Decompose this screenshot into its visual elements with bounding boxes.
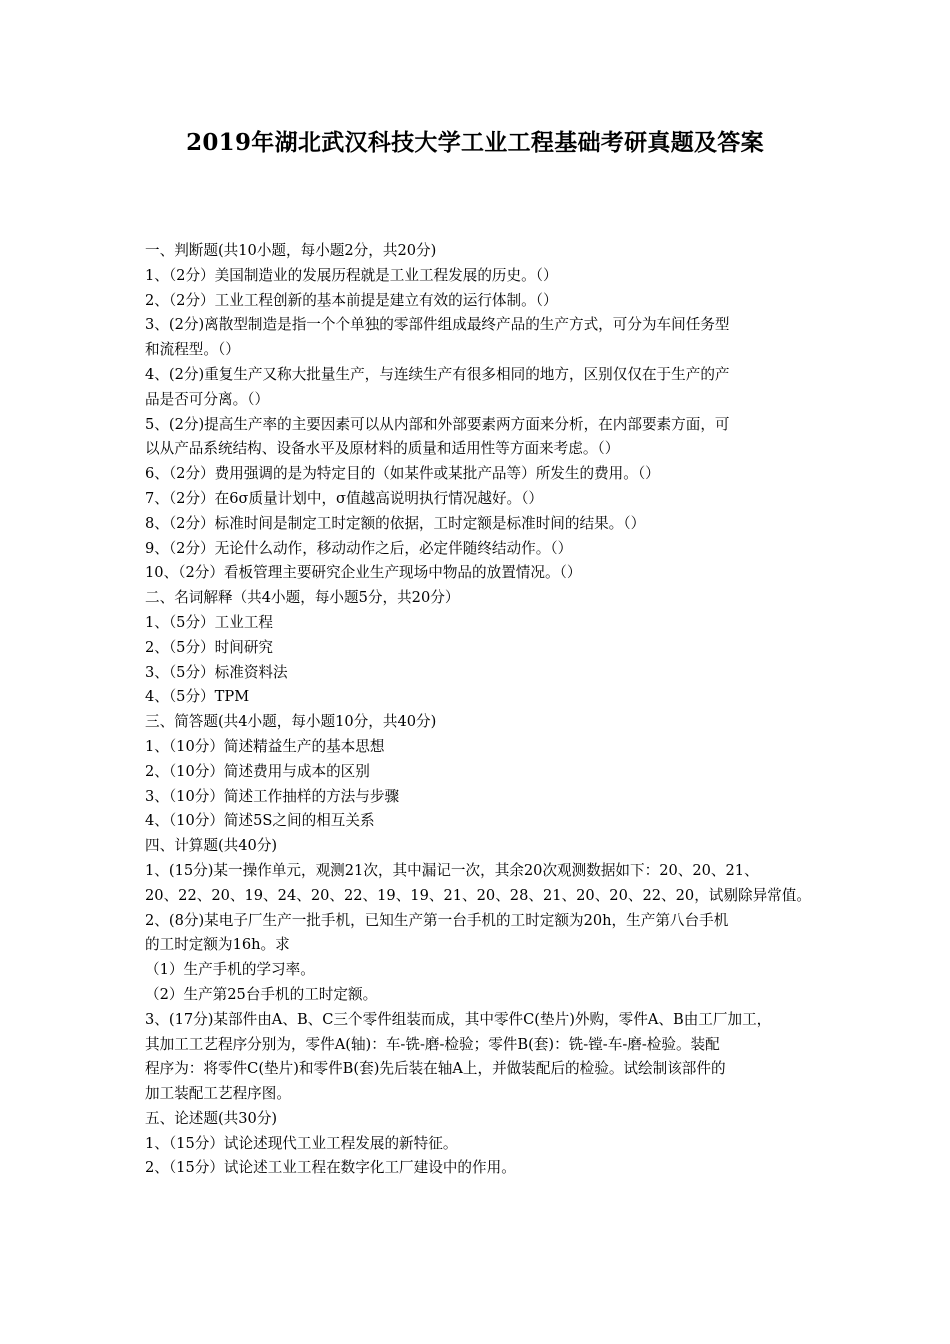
question-line: （2）生产第25台手机的工时定额。 [145, 985, 378, 1003]
document-title: 2019年湖北武汉科技大学工业工程基础考研真题及答案 [186, 129, 764, 156]
question-line: 4、（5分）TPM [145, 688, 250, 706]
question-line: 2、（5分）时间研究 [145, 638, 274, 656]
question-line: 5、(2分)提高生产率的主要因素可以从内部和外部要素两方面来分析，在内部要素方面，可 [145, 415, 730, 433]
exam-content [145, 239, 815, 1181]
question-line: 2、(8分)某电子厂生产一批手机，已知生产第一台手机的工时定额为20h，生产第八台手机 [145, 911, 729, 929]
question-line: 9、（2分）无论什么动作，移动动作之后，必定伴随终结动作。（） [145, 539, 573, 557]
question-line: 1、（5分）工业工程 [145, 613, 274, 631]
question-line: 加工装配工艺程序图。 [145, 1085, 291, 1103]
question-line: 以从产品系统结构、设备水平及原材料的质量和适用性等方面来考虑。（） [145, 440, 620, 458]
section-heading-essay: 五、论述题(共30分) [145, 1109, 278, 1127]
question-line: 的工时定额为16h。求 [145, 936, 290, 954]
question-line: 4、（10分）简述5S之间的相互关系 [145, 812, 375, 830]
question-line: 品是否可分离。（） [145, 390, 270, 408]
question-line: 1、（15分）试论述现代工业工程发展的新特征。 [145, 1134, 458, 1152]
question-line: 1、（2分）美国制造业的发展历程就是工业工程发展的历史。（） [145, 266, 558, 284]
question-line: 2、（10分）简述费用与成本的区别 [145, 762, 370, 780]
question-line: 10、（2分）看板管理主要研究企业生产现场中物品的放置情况。（） [145, 564, 582, 582]
question-line: 4、(2分)重复生产又称大批量生产，与连续生产有很多相同的地方，区别仅仅在于生产的产 [145, 365, 730, 383]
question-line: 2、（2分）工业工程创新的基本前提是建立有效的运行体制。（） [145, 291, 558, 309]
question-line: 其加工工艺程序分别为，零件A(轴)：车-铣-磨-检验；零件B(套)：铣-镗-车-磨-检验。装配 [145, 1035, 720, 1053]
question-line: 8、（2分）标准时间是制定工时定额的依据，工时定额是标准时间的结果。（） [145, 514, 646, 532]
question-line: 3、（10分）简述工作抽样的方法与步骤 [145, 787, 400, 805]
question-line: 20、22、20、19、24、20、22、19、19、21、20、28、21、20、20、22、20，试剔除异常值。 [145, 886, 811, 904]
question-line: 7、（2分）在6σ质量计划中，σ值越高说明执行情况越好。（） [145, 489, 544, 507]
question-line: 3、(2分)离散型制造是指一个个单独的零部件组成最终产品的生产方式，可分为车间任务型 [145, 316, 730, 334]
question-line: （1）生产手机的学习率。 [145, 961, 315, 979]
section-heading-judgment: 一、判断题(共10小题，每小题2分，共20分) [145, 242, 437, 259]
question-line: 和流程型。（） [145, 341, 240, 359]
section-heading-terms: 二、名词解释（共4小题，每小题5分，共20分） [145, 589, 460, 607]
section-heading-short-answer: 三、简答题(共4小题，每小题10分，共40分) [145, 713, 437, 731]
question-line: 3、(17分)某部件由A、B、C三个零件组装而成，其中零件C(垫片)外购，零件A、B由工厂加工， [145, 1010, 772, 1028]
question-line: 6、（2分）费用强调的是为特定目的（如某件或某批产品等）所发生的费用。（） [145, 465, 660, 483]
question-line: 1、(15分)某一操作单元，观测21次，其中漏记一次，其余20次观测数据如下：20、20、21、 [145, 861, 759, 879]
question-line: 1、（10分）简述精益生产的基本思想 [145, 737, 385, 755]
question-line: 程序为：将零件C(垫片)和零件B(套)先后装在轴A上，并做装配后的检验。试绘制该部件的 [145, 1060, 726, 1078]
question-line: 3、（5分）标准资料法 [145, 663, 288, 681]
section-heading-calculation: 四、计算题(共40分) [145, 837, 278, 855]
question-line: 2、（15分）试论述工业工程在数字化工厂建设中的作用。 [145, 1159, 516, 1177]
